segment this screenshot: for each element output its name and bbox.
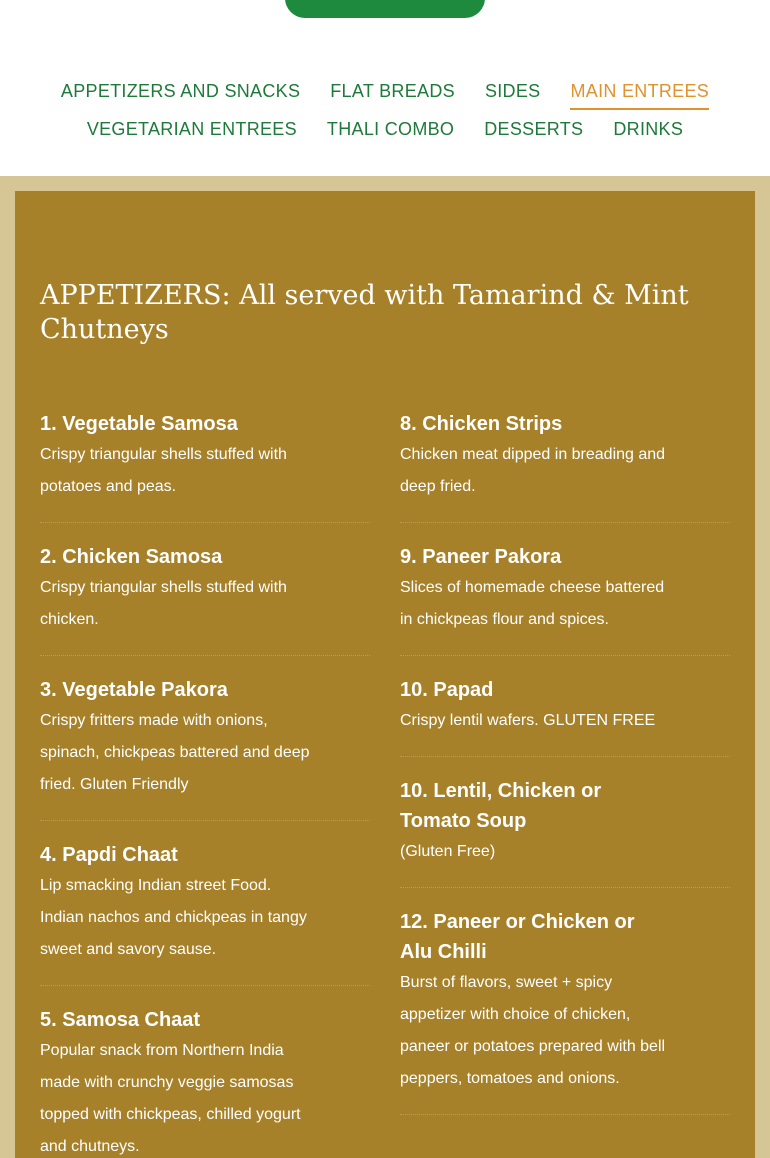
menu-column-right [400, 409, 730, 1134]
menu-item-name: 12. Paneer or Chicken or Alu Chilli [400, 911, 635, 963]
menu-item-name: 8. Chicken Strips [400, 413, 563, 435]
menu-item [40, 675, 370, 821]
menu-item-name: 4. Papdi Chaat [40, 844, 178, 866]
tab-thali-combo[interactable]: THALI COMBO [326, 119, 455, 139]
tab-sides[interactable]: SIDES [484, 81, 541, 101]
menu-item [400, 907, 730, 1115]
menu-section-frame [0, 176, 770, 1158]
tab-row-2 [0, 116, 770, 154]
menu-item-name: 5. Samosa Chaat [40, 1009, 201, 1031]
menu-item [40, 1005, 370, 1158]
tab-appetizers-and-snacks[interactable]: APPETIZERS AND SNACKS [60, 81, 301, 101]
tab-flat-breads[interactable]: FLAT BREADS [330, 81, 455, 101]
tab-row-1 [0, 78, 770, 116]
menu-item-description: Crispy triangular shells stuffed with chicken. [40, 579, 287, 628]
tab-vegetarian-entrees[interactable]: VEGETARIAN ENTREES [86, 119, 297, 139]
menu-item-name: 10. Papad [400, 679, 494, 701]
menu-item-name: 3. Vegetable Pakora [40, 679, 228, 701]
menu-item-description: Crispy triangular shells stuffed with potatoes and peas. [40, 446, 287, 495]
menu-item-name: 10. Lentil, Chicken or Tomato Soup [400, 780, 602, 832]
menu-item [400, 409, 730, 523]
menu-item-description: (Gluten Free) [400, 843, 496, 860]
order-online-button[interactable] [285, 0, 485, 18]
menu-item-name: 1. Vegetable Samosa [40, 413, 238, 435]
menu-item-description: Burst of flavors, sweet + spicy appetizer with choice of chicken, paneer or potatoes prepared with bell peppers, tomatoes and onions. [400, 974, 666, 1087]
menu-column-left [40, 409, 370, 1158]
menu-item-description: Popular snack from Northern India made with crunchy veggie samosas topped with chickpeas, chilled yogurt and chutneys. [40, 1042, 301, 1155]
menu-item [40, 542, 370, 656]
menu-category-tabs [0, 78, 770, 154]
menu-item-description: Slices of homemade cheese battered in chickpeas flour and spices. [400, 579, 665, 628]
tab-drinks[interactable]: DRINKS [613, 119, 684, 139]
tab-desserts[interactable]: DESSERTS [484, 119, 584, 139]
menu-item-description: Chicken meat dipped in breading and deep fried. [400, 446, 666, 495]
tab-main-entrees[interactable]: MAIN ENTREES [570, 78, 709, 110]
menu-item [400, 542, 730, 656]
menu-item-description: Crispy fritters made with onions, spinach, chickpeas battered and deep fried. Gluten Friendly [40, 712, 310, 793]
menu-item-description: Crispy lentil wafers. GLUTEN FREE [400, 712, 656, 729]
menu-item-description: Lip smacking Indian street Food. Indian nachos and chickpeas in tangy sweet and savory sause. [40, 877, 307, 958]
menu-item [40, 409, 370, 523]
menu-item-name: 2. Chicken Samosa [40, 546, 223, 568]
menu-item [400, 776, 730, 888]
menu-panel [15, 191, 755, 1158]
menu-item-name: 9. Paneer Pakora [400, 546, 562, 568]
menu-item [400, 675, 730, 757]
section-title: APPETIZERS: All served with Tamarind & Mint Chutneys [40, 280, 689, 345]
menu-item [40, 840, 370, 986]
